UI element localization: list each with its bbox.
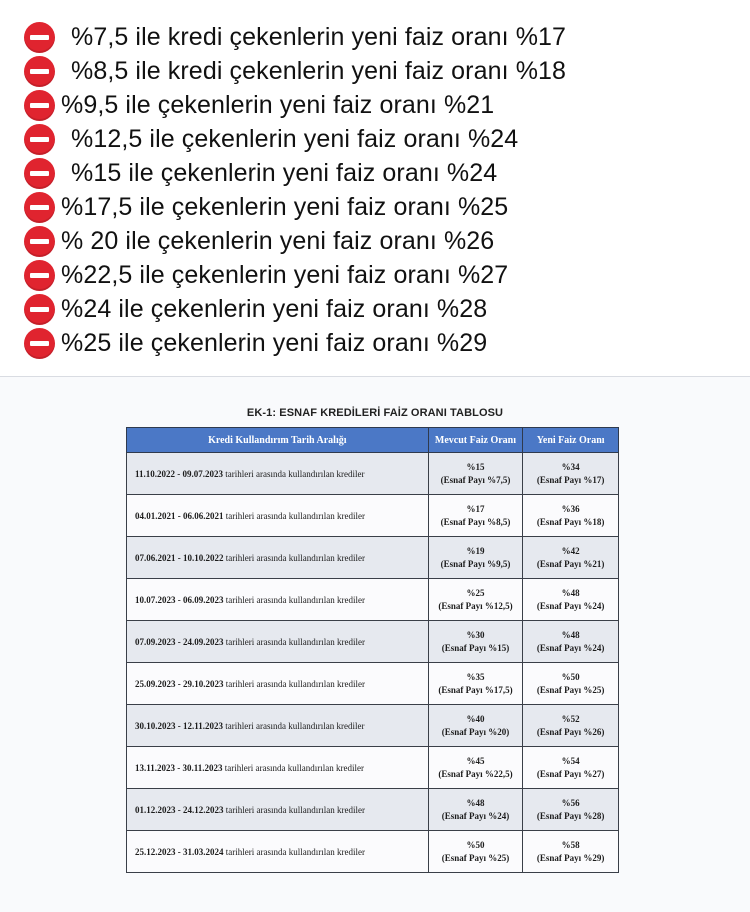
range-suffix: tarihleri arasında kullandırılan krediler (225, 510, 365, 521)
table-title: EK-1: ESNAF KREDİLERİ FAİZ ORANI TABLOSU (246, 407, 504, 419)
table-header-row (127, 428, 619, 453)
no-entry-icon (24, 56, 55, 87)
new-rate: %34 (561, 461, 580, 472)
range-cell (127, 537, 429, 579)
announcement-line (24, 292, 744, 326)
current-share: (Esnaf Payı %8,5) (440, 516, 511, 527)
announcement-text: %25 ile çekenlerin yeni faiz oranı %29 (61, 328, 488, 357)
announcement-text: % 20 ile çekenlerin yeni faiz oranı %26 (61, 226, 495, 255)
range-cell (127, 705, 429, 747)
no-entry-icon (24, 22, 55, 53)
new-rate: %52 (561, 713, 580, 724)
date-range: 04.01.2021 - 06.06.2021 (135, 510, 224, 521)
new-rate: %54 (561, 755, 580, 766)
date-range: 01.12.2023 - 24.12.2023 (135, 804, 224, 815)
no-entry-icon (24, 124, 55, 155)
header-new-rate: Yeni Faiz Oranı (523, 428, 619, 453)
new-share: (Esnaf Payı %24) (536, 600, 605, 611)
announcement-line (24, 156, 744, 190)
no-entry-icon (24, 90, 55, 121)
range-cell (127, 663, 429, 705)
current-share: (Esnaf Payı %17,5) (438, 684, 513, 695)
current-rate-cell (428, 495, 523, 537)
current-rate-cell (428, 663, 523, 705)
new-rate-cell (523, 621, 619, 663)
range-cell (127, 579, 429, 621)
announcement-text: %7,5 ile kredi çekenlerin yeni faiz oranı %17 (71, 22, 567, 51)
announcement-line (24, 190, 744, 224)
new-rate-cell (523, 663, 619, 705)
new-rate: %48 (561, 587, 580, 598)
current-share: (Esnaf Payı %20) (441, 726, 510, 737)
new-rate-cell (523, 453, 619, 495)
new-share: (Esnaf Payı %29) (536, 852, 605, 863)
range-suffix: tarihleri arasında kullandırılan krediler (225, 804, 365, 815)
table-row (127, 453, 619, 495)
date-range: 30.10.2023 - 12.11.2023 (135, 720, 224, 731)
date-range: 13.11.2023 - 30.11.2023 (135, 762, 223, 773)
current-share: (Esnaf Payı %9,5) (440, 558, 511, 569)
announcement-line (24, 258, 744, 292)
range-suffix: tarihleri arasında kullandırılan krediler (225, 846, 365, 857)
announcement-line (24, 20, 744, 54)
announcement-line (24, 122, 744, 156)
new-rate-cell (523, 495, 619, 537)
new-rate-cell (523, 579, 619, 621)
header-current-rate: Mevcut Faiz Oranı (428, 428, 523, 453)
current-rate: %15 (466, 461, 485, 472)
range-suffix: tarihleri arasında kullandırılan krediler (225, 636, 365, 647)
announcement-text: %24 ile çekenlerin yeni faiz oranı %28 (61, 294, 488, 323)
announcement-text: %15 ile çekenlerin yeni faiz oranı %24 (71, 158, 498, 187)
new-share: (Esnaf Payı %25) (536, 684, 605, 695)
no-entry-icon (24, 328, 55, 359)
table-row (127, 537, 619, 579)
announcement-list (24, 20, 744, 360)
table-row (127, 579, 619, 621)
range-suffix: tarihleri arasında kullandırılan krediler (225, 552, 365, 563)
new-rate: %58 (561, 839, 580, 850)
announcement-line (24, 88, 744, 122)
new-share: (Esnaf Payı %21) (536, 558, 605, 569)
new-share: (Esnaf Payı %27) (536, 768, 605, 779)
date-range: 07.06.2021 - 10.10.2022 (135, 552, 224, 563)
range-suffix: tarihleri arasında kullandırılan krediler (224, 762, 364, 773)
current-rate-cell (428, 831, 523, 873)
new-share: (Esnaf Payı %18) (536, 516, 605, 527)
date-range: 25.12.2023 - 31.03.2024 (135, 846, 224, 857)
date-range: 11.10.2022 - 09.07.2023 (135, 468, 224, 479)
announcement-text: %17,5 ile çekenlerin yeni faiz oranı %25 (61, 192, 509, 221)
table-row (127, 621, 619, 663)
table-row (127, 495, 619, 537)
announcement-line (24, 54, 744, 88)
new-share: (Esnaf Payı %26) (536, 726, 605, 737)
date-range: 10.07.2023 - 06.09.2023 (135, 594, 224, 605)
new-rate: %50 (561, 671, 580, 682)
new-share: (Esnaf Payı %24) (536, 642, 605, 653)
no-entry-icon (24, 192, 55, 223)
current-share: (Esnaf Payı %24) (441, 810, 510, 821)
current-share: (Esnaf Payı %22,5) (438, 768, 513, 779)
no-entry-icon (24, 294, 55, 325)
new-rate: %56 (561, 797, 580, 808)
new-rate-cell (523, 705, 619, 747)
table-row (127, 663, 619, 705)
announcement-line (24, 224, 744, 258)
current-rate-cell (428, 537, 523, 579)
current-rate: %30 (466, 629, 485, 640)
date-range: 25.09.2023 - 29.10.2023 (135, 678, 224, 689)
current-rate-cell (428, 621, 523, 663)
range-suffix: tarihleri arasında kullandırılan krediler (225, 594, 365, 605)
range-cell (127, 789, 429, 831)
range-suffix: tarihleri arasında kullandırılan krediler (225, 678, 365, 689)
announcement-text: %22,5 ile çekenlerin yeni faiz oranı %27 (61, 260, 509, 289)
new-rate: %36 (561, 503, 580, 514)
current-rate-cell (428, 579, 523, 621)
range-cell (127, 495, 429, 537)
current-rate-cell (428, 705, 523, 747)
new-rate-cell (523, 537, 619, 579)
interest-rate-table (126, 427, 619, 873)
date-range: 07.09.2023 - 24.09.2023 (135, 636, 224, 647)
header-range: Kredi Kullandırım Tarih Aralığı (127, 428, 429, 453)
current-share: (Esnaf Payı %25) (441, 852, 510, 863)
announcement-line (24, 326, 744, 360)
no-entry-icon (24, 260, 55, 291)
current-rate-cell (428, 789, 523, 831)
range-cell (127, 453, 429, 495)
current-rate: %35 (466, 671, 485, 682)
new-rate: %42 (561, 545, 580, 556)
table-row (127, 705, 619, 747)
current-share: (Esnaf Payı %12,5) (438, 600, 513, 611)
current-rate: %48 (466, 797, 485, 808)
announcement-text: %12,5 ile çekenlerin yeni faiz oranı %24 (71, 124, 519, 153)
current-rate: %50 (466, 839, 485, 850)
range-suffix: tarihleri arasında kullandırılan krediler (225, 720, 365, 731)
new-share: (Esnaf Payı %17) (536, 474, 605, 485)
table-row (127, 831, 619, 873)
new-rate-cell (523, 789, 619, 831)
new-rate-cell (523, 831, 619, 873)
table-row (127, 747, 619, 789)
no-entry-icon (24, 226, 55, 257)
current-rate-cell (428, 747, 523, 789)
new-rate-cell (523, 747, 619, 789)
range-cell (127, 747, 429, 789)
scanned-table-image (0, 376, 750, 912)
current-rate: %19 (466, 545, 485, 556)
announcement-text: %8,5 ile kredi çekenlerin yeni faiz oranı %18 (71, 56, 567, 85)
current-rate: %45 (466, 755, 485, 766)
current-rate: %40 (466, 713, 485, 724)
new-rate: %48 (561, 629, 580, 640)
range-suffix: tarihleri arasında kullandırılan krediler (225, 468, 365, 479)
new-share: (Esnaf Payı %28) (536, 810, 605, 821)
range-cell (127, 831, 429, 873)
no-entry-icon (24, 158, 55, 189)
current-share: (Esnaf Payı %15) (441, 642, 510, 653)
table-row (127, 789, 619, 831)
current-rate-cell (428, 453, 523, 495)
current-share: (Esnaf Payı %7,5) (440, 474, 511, 485)
range-cell (127, 621, 429, 663)
current-rate: %17 (466, 503, 485, 514)
announcement-text: %9,5 ile çekenlerin yeni faiz oranı %21 (61, 90, 495, 119)
current-rate: %25 (466, 587, 485, 598)
